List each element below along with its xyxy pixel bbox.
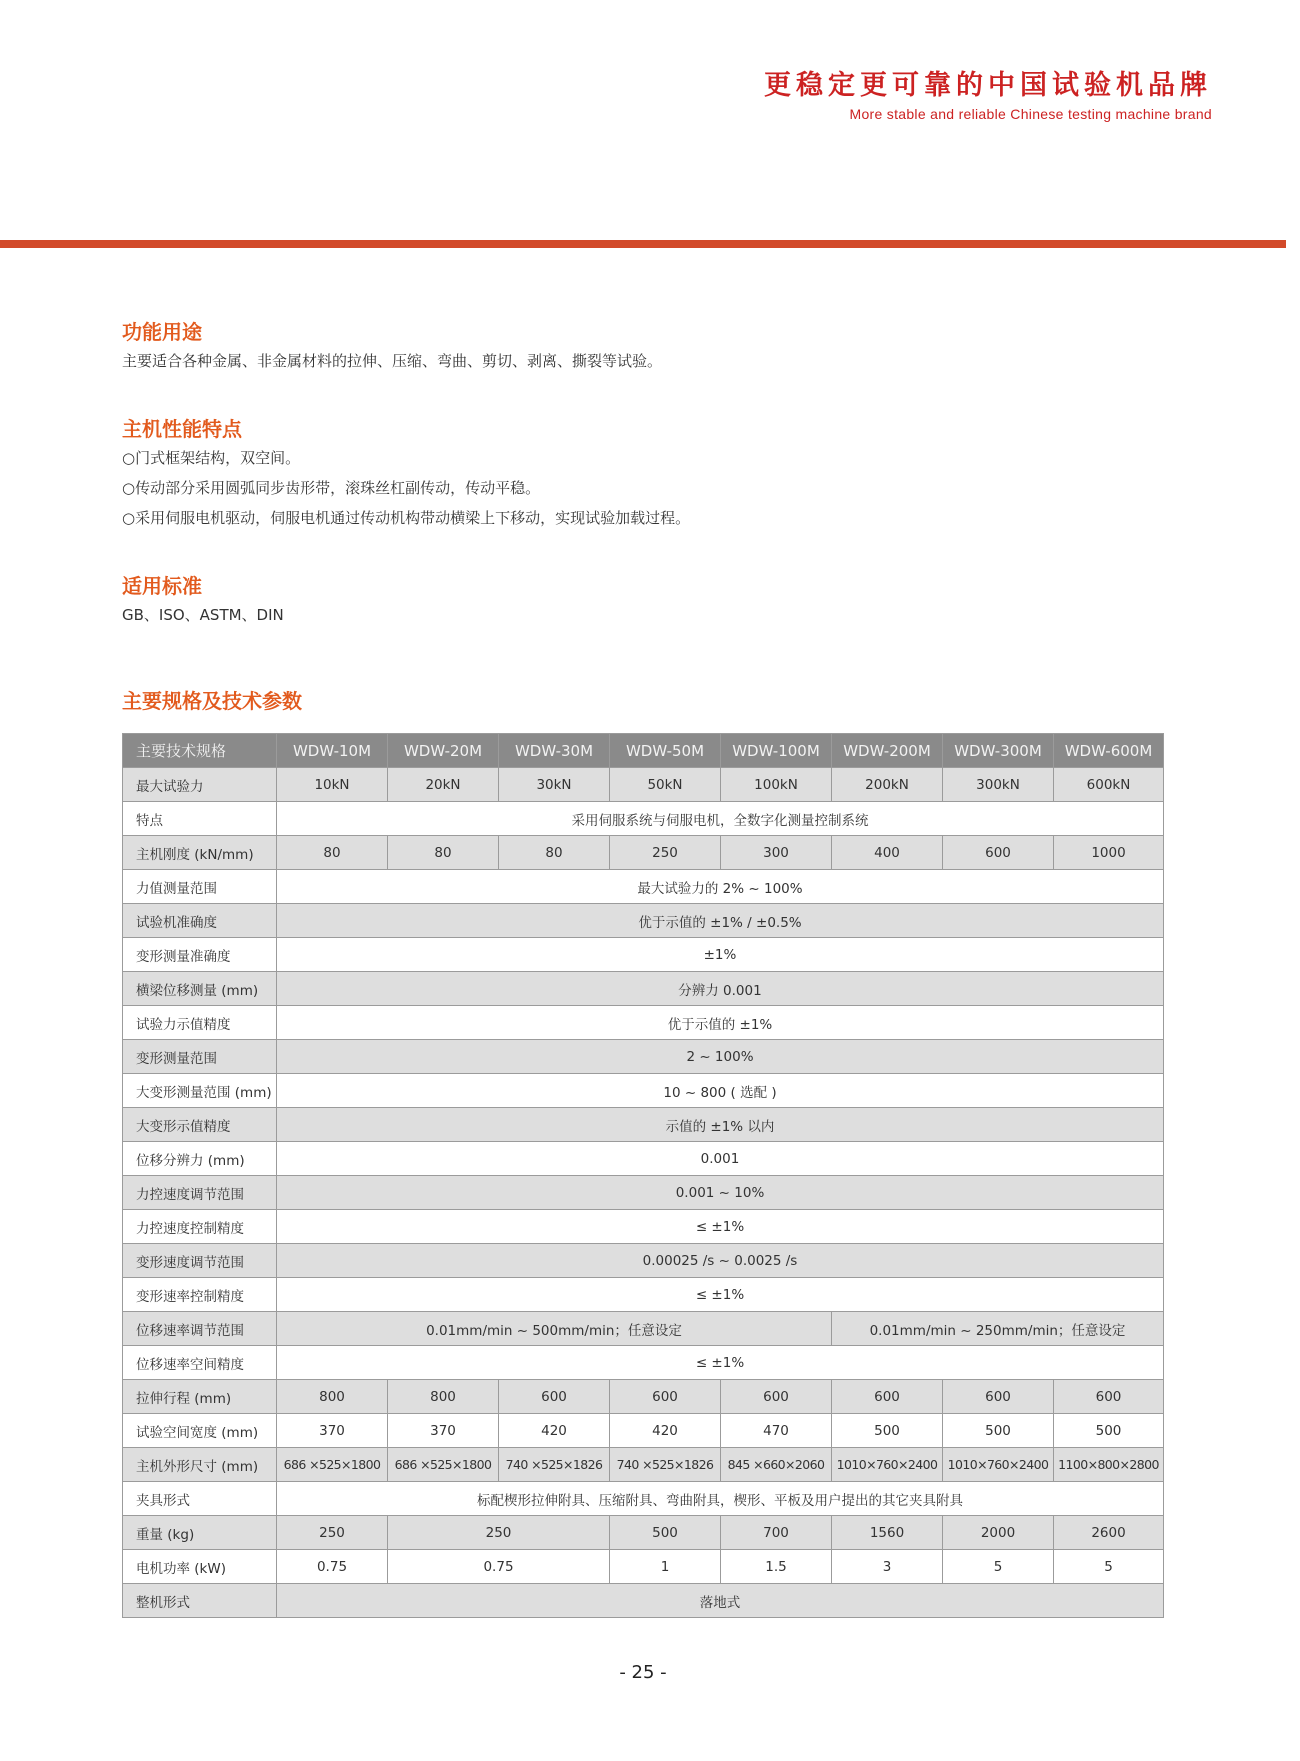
row-label: 试验力示值精度	[123, 1006, 277, 1040]
table-cell: 最大试验力的 2% ~ 100%	[277, 870, 1164, 904]
table-cell: 标配楔形拉伸附具、压缩附具、弯曲附具，楔形、平板及用户提出的其它夹具附具	[277, 1482, 1164, 1516]
table-cell: 500	[832, 1414, 943, 1448]
table-row	[123, 1448, 1164, 1482]
table-cell: 420	[610, 1414, 721, 1448]
table-row	[123, 836, 1164, 870]
table-cell: 示值的 ±1% 以内	[277, 1108, 1164, 1142]
section-standards-text: GB、ISO、ASTM、DIN	[122, 606, 284, 624]
table-row	[123, 904, 1164, 938]
table-row	[123, 1176, 1164, 1210]
table-cell: ±1%	[277, 938, 1164, 972]
table-cell: 80	[277, 836, 388, 870]
table-row	[123, 1108, 1164, 1142]
row-label: 特点	[123, 802, 277, 836]
table-cell: 420	[499, 1414, 610, 1448]
table-cell: 80	[499, 836, 610, 870]
table-row	[123, 1346, 1164, 1380]
header-divider-bar	[0, 240, 1286, 248]
table-row	[123, 1482, 1164, 1516]
feature-item: ○门式框架结构，双空间。	[122, 449, 301, 467]
table-cell: 800	[388, 1380, 499, 1414]
spec-table	[122, 733, 1164, 1618]
row-label: 试验机准确度	[123, 904, 277, 938]
table-cell: 250	[610, 836, 721, 870]
table-cell: 3	[832, 1550, 943, 1584]
table-cell: 2600	[1054, 1516, 1164, 1550]
table-cell: 20kN	[388, 768, 499, 802]
table-row	[123, 1142, 1164, 1176]
table-cell: 300	[721, 836, 832, 870]
row-label: 位移速率空间精度	[123, 1346, 277, 1380]
table-cell: 50kN	[610, 768, 721, 802]
row-label: 横梁位移测量 (mm)	[123, 972, 277, 1006]
table-cell: 0.01mm/min ~ 250mm/min；任意设定	[832, 1312, 1164, 1346]
table-cell: 0.75	[277, 1550, 388, 1584]
row-label: 位移分辨力 (mm)	[123, 1142, 277, 1176]
table-cell: 80	[388, 836, 499, 870]
table-cell: 300kN	[943, 768, 1054, 802]
table-row	[123, 1516, 1164, 1550]
feature-item: ○传动部分采用圆弧同步齿形带，滚珠丝杠副传动，传动平稳。	[122, 479, 541, 497]
table-cell: ≤ ±1%	[277, 1278, 1164, 1312]
table-cell: 600	[943, 1380, 1054, 1414]
table-row	[123, 1244, 1164, 1278]
row-label: 电机功率 (kW)	[123, 1550, 277, 1584]
table-cell: 250	[277, 1516, 388, 1550]
table-cell: 0.00025 /s ~ 0.0025 /s	[277, 1244, 1164, 1278]
table-cell: 1010×760×2400	[943, 1448, 1054, 1482]
row-label: 试验空间宽度 (mm)	[123, 1414, 277, 1448]
table-cell: 600kN	[1054, 768, 1164, 802]
row-label: 最大试验力	[123, 768, 277, 802]
table-row	[123, 1006, 1164, 1040]
table-row	[123, 1210, 1164, 1244]
section-function	[122, 318, 662, 376]
row-label: 变形测量范围	[123, 1040, 277, 1074]
table-cell: 采用伺服系统与伺服电机，全数字化测量控制系统	[277, 802, 1164, 836]
table-cell: 600	[1054, 1380, 1164, 1414]
table-cell: 470	[721, 1414, 832, 1448]
table-cell: 1100×800×2800	[1054, 1448, 1164, 1482]
table-row	[123, 1312, 1164, 1346]
brand-slogan-en: More stable and reliable Chinese testing machine brand	[849, 106, 1212, 122]
section-features-title: 主机性能特点	[122, 417, 242, 441]
table-cell: 500	[1054, 1414, 1164, 1448]
table-header-cell: 主要技术规格	[123, 734, 277, 768]
section-specs-title: 主要规格及技术参数	[122, 689, 302, 713]
table-cell: 优于示值的 ±1% / ±0.5%	[277, 904, 1164, 938]
table-cell: 2 ~ 100%	[277, 1040, 1164, 1074]
table-cell: 740 ×525×1826	[499, 1448, 610, 1482]
table-cell: 370	[277, 1414, 388, 1448]
table-cell: 10kN	[277, 768, 388, 802]
table-cell: 0.001	[277, 1142, 1164, 1176]
table-header-cell: WDW-50M	[610, 734, 721, 768]
table-header-cell: WDW-300M	[943, 734, 1054, 768]
table-cell: 分辨力 0.001	[277, 972, 1164, 1006]
table-cell: 200kN	[832, 768, 943, 802]
section-standards	[122, 572, 284, 630]
table-cell: 500	[943, 1414, 1054, 1448]
row-label: 主机外形尺寸 (mm)	[123, 1448, 277, 1482]
section-function-title: 功能用途	[122, 320, 202, 344]
table-cell: 1	[610, 1550, 721, 1584]
section-specs	[122, 687, 302, 715]
section-function-text: 主要适合各种金属、非金属材料的拉伸、压缩、弯曲、剪切、剥离、撕裂等试验。	[122, 352, 663, 370]
row-label: 主机刚度 (kN/mm)	[123, 836, 277, 870]
row-label: 大变形示值精度	[123, 1108, 277, 1142]
table-row	[123, 1040, 1164, 1074]
table-cell: 1010×760×2400	[832, 1448, 943, 1482]
table-cell: 100kN	[721, 768, 832, 802]
table-row	[123, 802, 1164, 836]
page-number: - 25 -	[619, 1662, 667, 1683]
table-cell: 845 ×660×2060	[721, 1448, 832, 1482]
table-cell: 700	[721, 1516, 832, 1550]
table-cell: 5	[1054, 1550, 1164, 1584]
row-label: 拉伸行程 (mm)	[123, 1380, 277, 1414]
table-row	[123, 768, 1164, 802]
table-cell: 600	[499, 1380, 610, 1414]
table-header-cell: WDW-30M	[499, 734, 610, 768]
row-label: 大变形测量范围 (mm)	[123, 1074, 277, 1108]
table-cell: 10 ~ 800 ( 选配 )	[277, 1074, 1164, 1108]
table-row	[123, 1584, 1164, 1618]
row-label: 位移速率调节范围	[123, 1312, 277, 1346]
table-cell: 370	[388, 1414, 499, 1448]
brand-slogan-cn: 更稳定更可靠的中国试验机品牌	[764, 70, 1212, 101]
table-header-cell: WDW-20M	[388, 734, 499, 768]
row-label: 重量 (kg)	[123, 1516, 277, 1550]
table-header-cell: WDW-600M	[1054, 734, 1164, 768]
section-features	[122, 415, 690, 533]
row-label: 力值测量范围	[123, 870, 277, 904]
table-cell: 400	[832, 836, 943, 870]
row-label: 夹具形式	[123, 1482, 277, 1516]
table-cell: 2000	[943, 1516, 1054, 1550]
table-cell: 30kN	[499, 768, 610, 802]
table-header-cell: WDW-100M	[721, 734, 832, 768]
table-cell: 0.01mm/min ~ 500mm/min；任意设定	[277, 1312, 832, 1346]
section-standards-title: 适用标准	[122, 574, 202, 598]
table-cell: 1560	[832, 1516, 943, 1550]
row-label: 变形速率控制精度	[123, 1278, 277, 1312]
table-header-row	[123, 734, 1164, 768]
feature-item: ○采用伺服电机驱动，伺服电机通过传动机构带动横梁上下移动，实现试验加载过程。	[122, 509, 691, 527]
table-cell: 1000	[1054, 836, 1164, 870]
table-cell: 1.5	[721, 1550, 832, 1584]
row-label: 力控速度调节范围	[123, 1176, 277, 1210]
table-cell: 600	[721, 1380, 832, 1414]
table-cell: ≤ ±1%	[277, 1210, 1164, 1244]
table-cell: 优于示值的 ±1%	[277, 1006, 1164, 1040]
table-row	[123, 1278, 1164, 1312]
table-header-cell: WDW-10M	[277, 734, 388, 768]
row-label: 整机形式	[123, 1584, 277, 1618]
table-cell: 740 ×525×1826	[610, 1448, 721, 1482]
table-cell: 600	[832, 1380, 943, 1414]
table-row	[123, 938, 1164, 972]
table-cell: 5	[943, 1550, 1054, 1584]
table-row	[123, 1414, 1164, 1448]
row-label: 力控速度控制精度	[123, 1210, 277, 1244]
table-row	[123, 1550, 1164, 1584]
table-cell: 0.75	[388, 1550, 610, 1584]
table-row	[123, 870, 1164, 904]
table-header-cell: WDW-200M	[832, 734, 943, 768]
table-cell: 686 ×525×1800	[388, 1448, 499, 1482]
table-cell: 500	[610, 1516, 721, 1550]
table-cell: 0.001 ~ 10%	[277, 1176, 1164, 1210]
table-cell: 250	[388, 1516, 610, 1550]
table-row	[123, 1380, 1164, 1414]
row-label: 变形测量准确度	[123, 938, 277, 972]
table-cell: ≤ ±1%	[277, 1346, 1164, 1380]
table-cell: 600	[610, 1380, 721, 1414]
table-cell: 800	[277, 1380, 388, 1414]
row-label: 变形速度调节范围	[123, 1244, 277, 1278]
table-cell: 600	[943, 836, 1054, 870]
brand-slogan	[764, 68, 1212, 122]
table-cell: 686 ×525×1800	[277, 1448, 388, 1482]
table-row	[123, 1074, 1164, 1108]
table-cell: 落地式	[277, 1584, 1164, 1618]
table-row	[123, 972, 1164, 1006]
